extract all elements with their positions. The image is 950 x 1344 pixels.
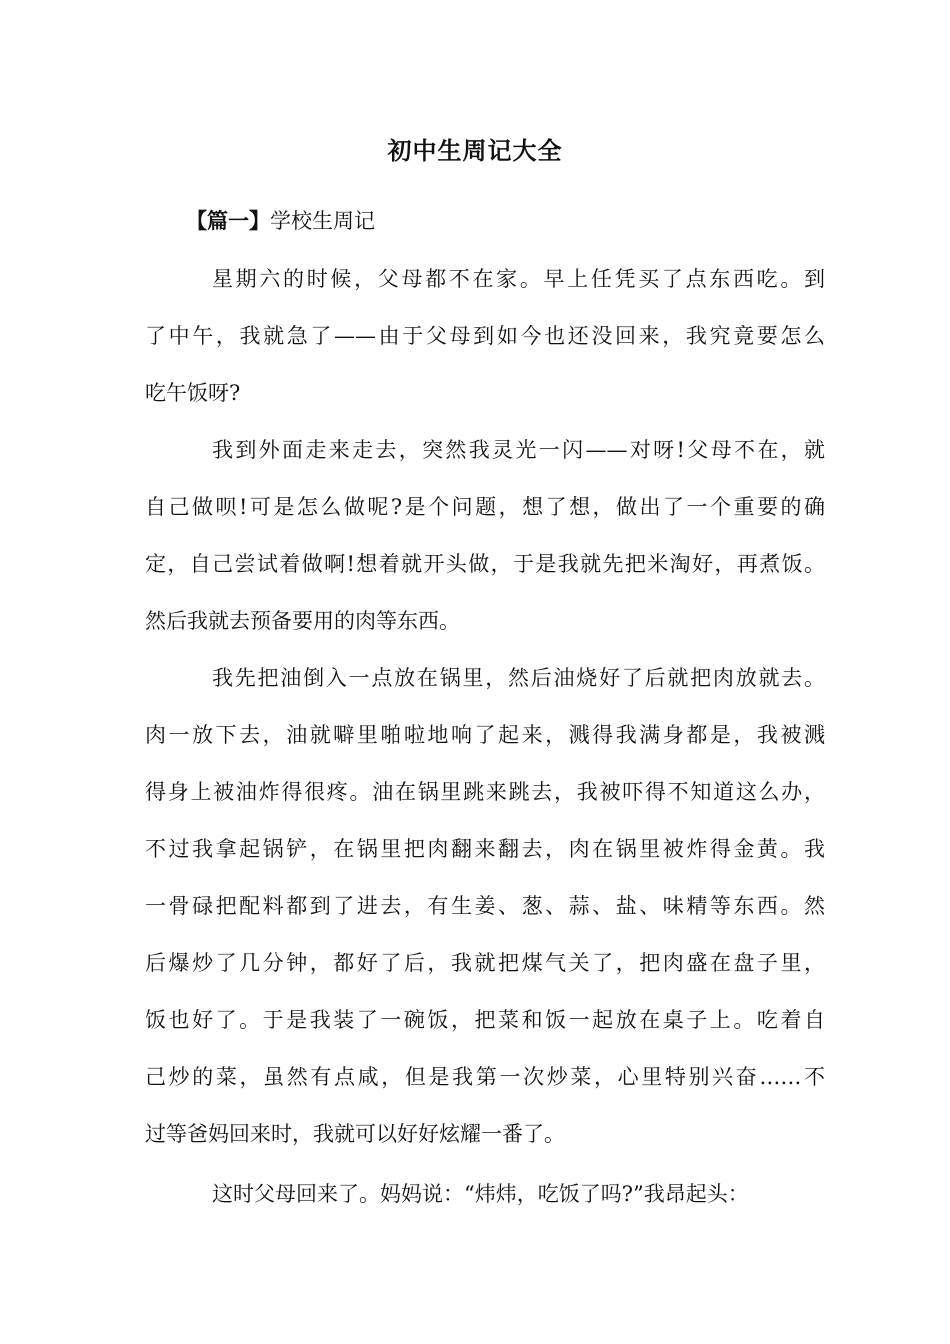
paragraph-line: 肉一放下去，油就噼里啪啦地响了起来，溅得我满身都是，我被溅 [145,723,825,747]
section-label: 【篇一】 [186,208,270,233]
paragraph-line: 了中午，我就急了——由于父母到如今也还没回来，我究竟要怎么 [145,324,825,348]
paragraph-line: 饭也好了。于是我装了一碗饭，把菜和饭一起放在桌子上。吃着自 [145,1008,825,1032]
paragraph-line: 我到外面走来走去，突然我灵光一闪——对呀!父母不在，就 [212,438,825,462]
paragraph-line: 一骨碌把配料都到了进去，有生姜、葱、蒜、盐、味精等东西。然 [145,894,825,918]
section-heading [186,203,375,239]
paragraph-line: 星期六的时候，父母都不在家。早上任凭买了点东西吃。到 [212,267,825,291]
paragraph-line: 不过我拿起锅铲，在锅里把肉翻来翻去，肉在锅里被炸得金黄。我 [145,837,825,861]
paragraph-line: 这时父母回来了。妈妈说：“炜炜，吃饭了吗?”我昂起头： [212,1182,749,1206]
document-title: 初中生周记大全 [387,136,563,165]
paragraph-line: 后爆炒了几分钟，都好了后，我就把煤气关了，把肉盛在盘子里， [145,951,825,975]
paragraph-line: 己炒的菜，虽然有点咸，但是我第一次炒菜，心里特别兴奋……不 [145,1065,825,1089]
paragraph-line: 自己做呗!可是怎么做呢?是个问题，想了想，做出了一个重要的确 [145,495,825,519]
paragraph-line: 得身上被油炸得很疼。油在锅里跳来跳去，我被吓得不知道这么办， [145,780,825,804]
paragraph-line: 定，自己尝试着做啊!想着就开头做，于是我就先把米淘好，再煮饭。 [145,552,825,576]
paragraph-line: 我先把油倒入一点放在锅里，然后油烧好了后就把肉放就去。 [212,666,825,690]
paragraph-line: 过等爸妈回来时，我就可以好好炫耀一番了。 [145,1122,565,1146]
paragraph-line: 吃午饭呀? [145,381,241,405]
section-title: 学校生周记 [270,209,375,233]
paragraph-line: 然后我就去预备要用的肉等东西。 [145,609,460,633]
